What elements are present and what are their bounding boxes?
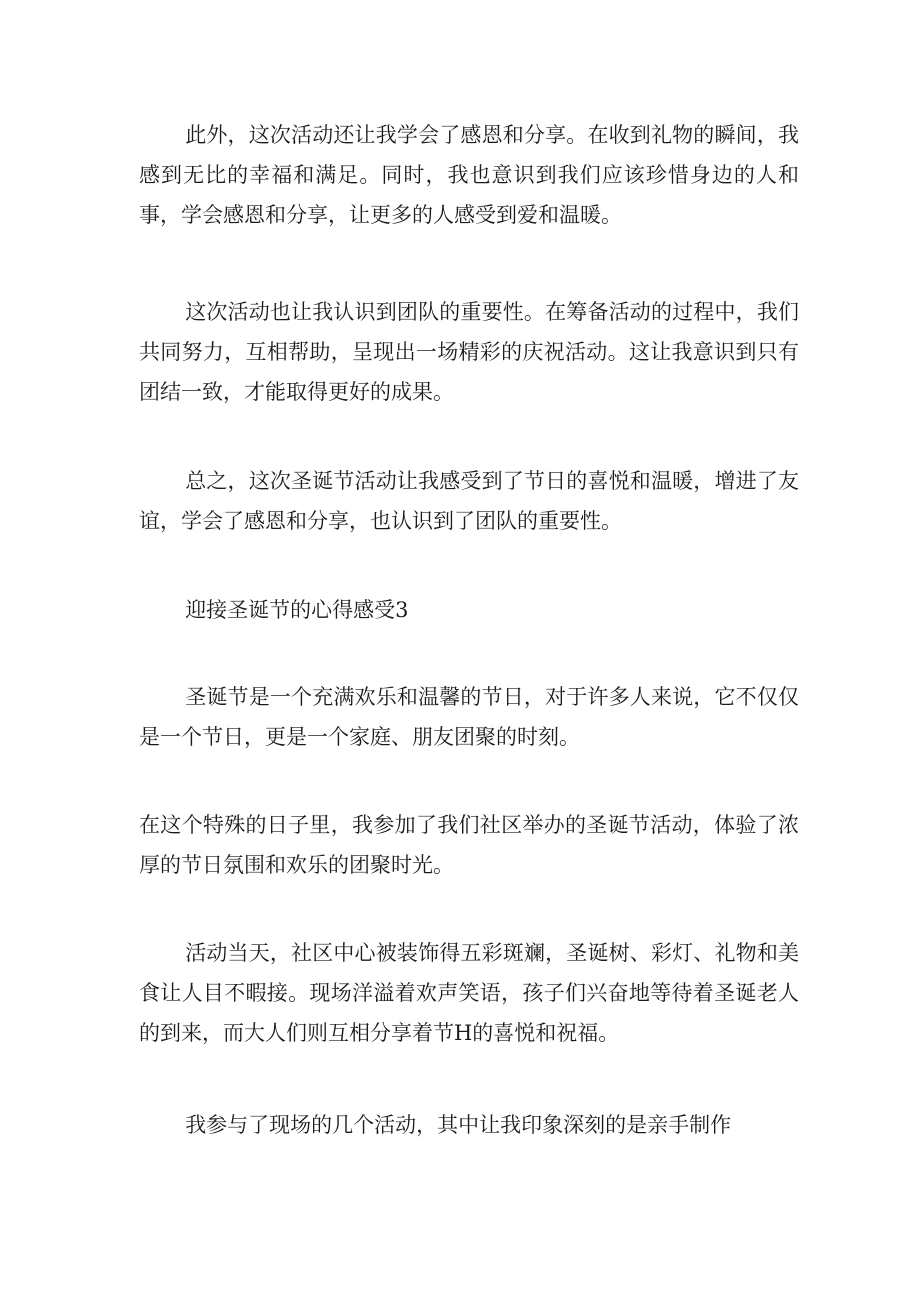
paragraph-gratitude: 此外，这次活动还让我学会了感恩和分享。在收到礼物的瞬间，我感到无比的幸福和满足。同时，我也意识到我们应该珍惜身边的人和事，学会感恩和分享，让更多的人感受到爱和温暖。 — [139, 123, 799, 227]
paragraph-activities: 我参与了现场的几个活动，其中让我印象深刻的是亲手制作 — [185, 1113, 732, 1137]
paragraph-teamwork: 这次活动也让我认识到团队的重要性。在筹备活动的过程中，我们共同努力，互相帮助，呈现出一场精彩的庆祝活动。这让我意识到只有团结一致，才能取得更好的成果。 — [139, 300, 799, 404]
paragraph-summary: 总之，这次圣诞节活动让我感受到了节日的喜悦和温暖，增进了友谊，学会了感恩和分享，也认识到了团队的重要性。 — [139, 469, 799, 533]
paragraph-intro: 圣诞节是一个充满欢乐和温馨的节日，对于许多人来说，它不仅仅是一个节日，更是一个家庭、朋友团聚的时刻。 — [139, 685, 799, 749]
paragraph-community-event: 在这个特殊的日子里，我参加了我们社区举办的圣诞节活动，体验了浓厚的节日氛围和欢乐的团聚时光。 — [139, 813, 799, 877]
paragraph-event-day: 活动当天，社区中心被装饰得五彩斑斓，圣诞树、彩灯、礼物和美食让人目不暇接。现场洋溢着欢声笑语，孩子们兴奋地等待着圣诞老人的到来，而大人们则互相分享着节H的喜悦和祝福。 — [139, 941, 799, 1045]
section-heading: 迎接圣诞节的心得感受3 — [185, 598, 409, 622]
